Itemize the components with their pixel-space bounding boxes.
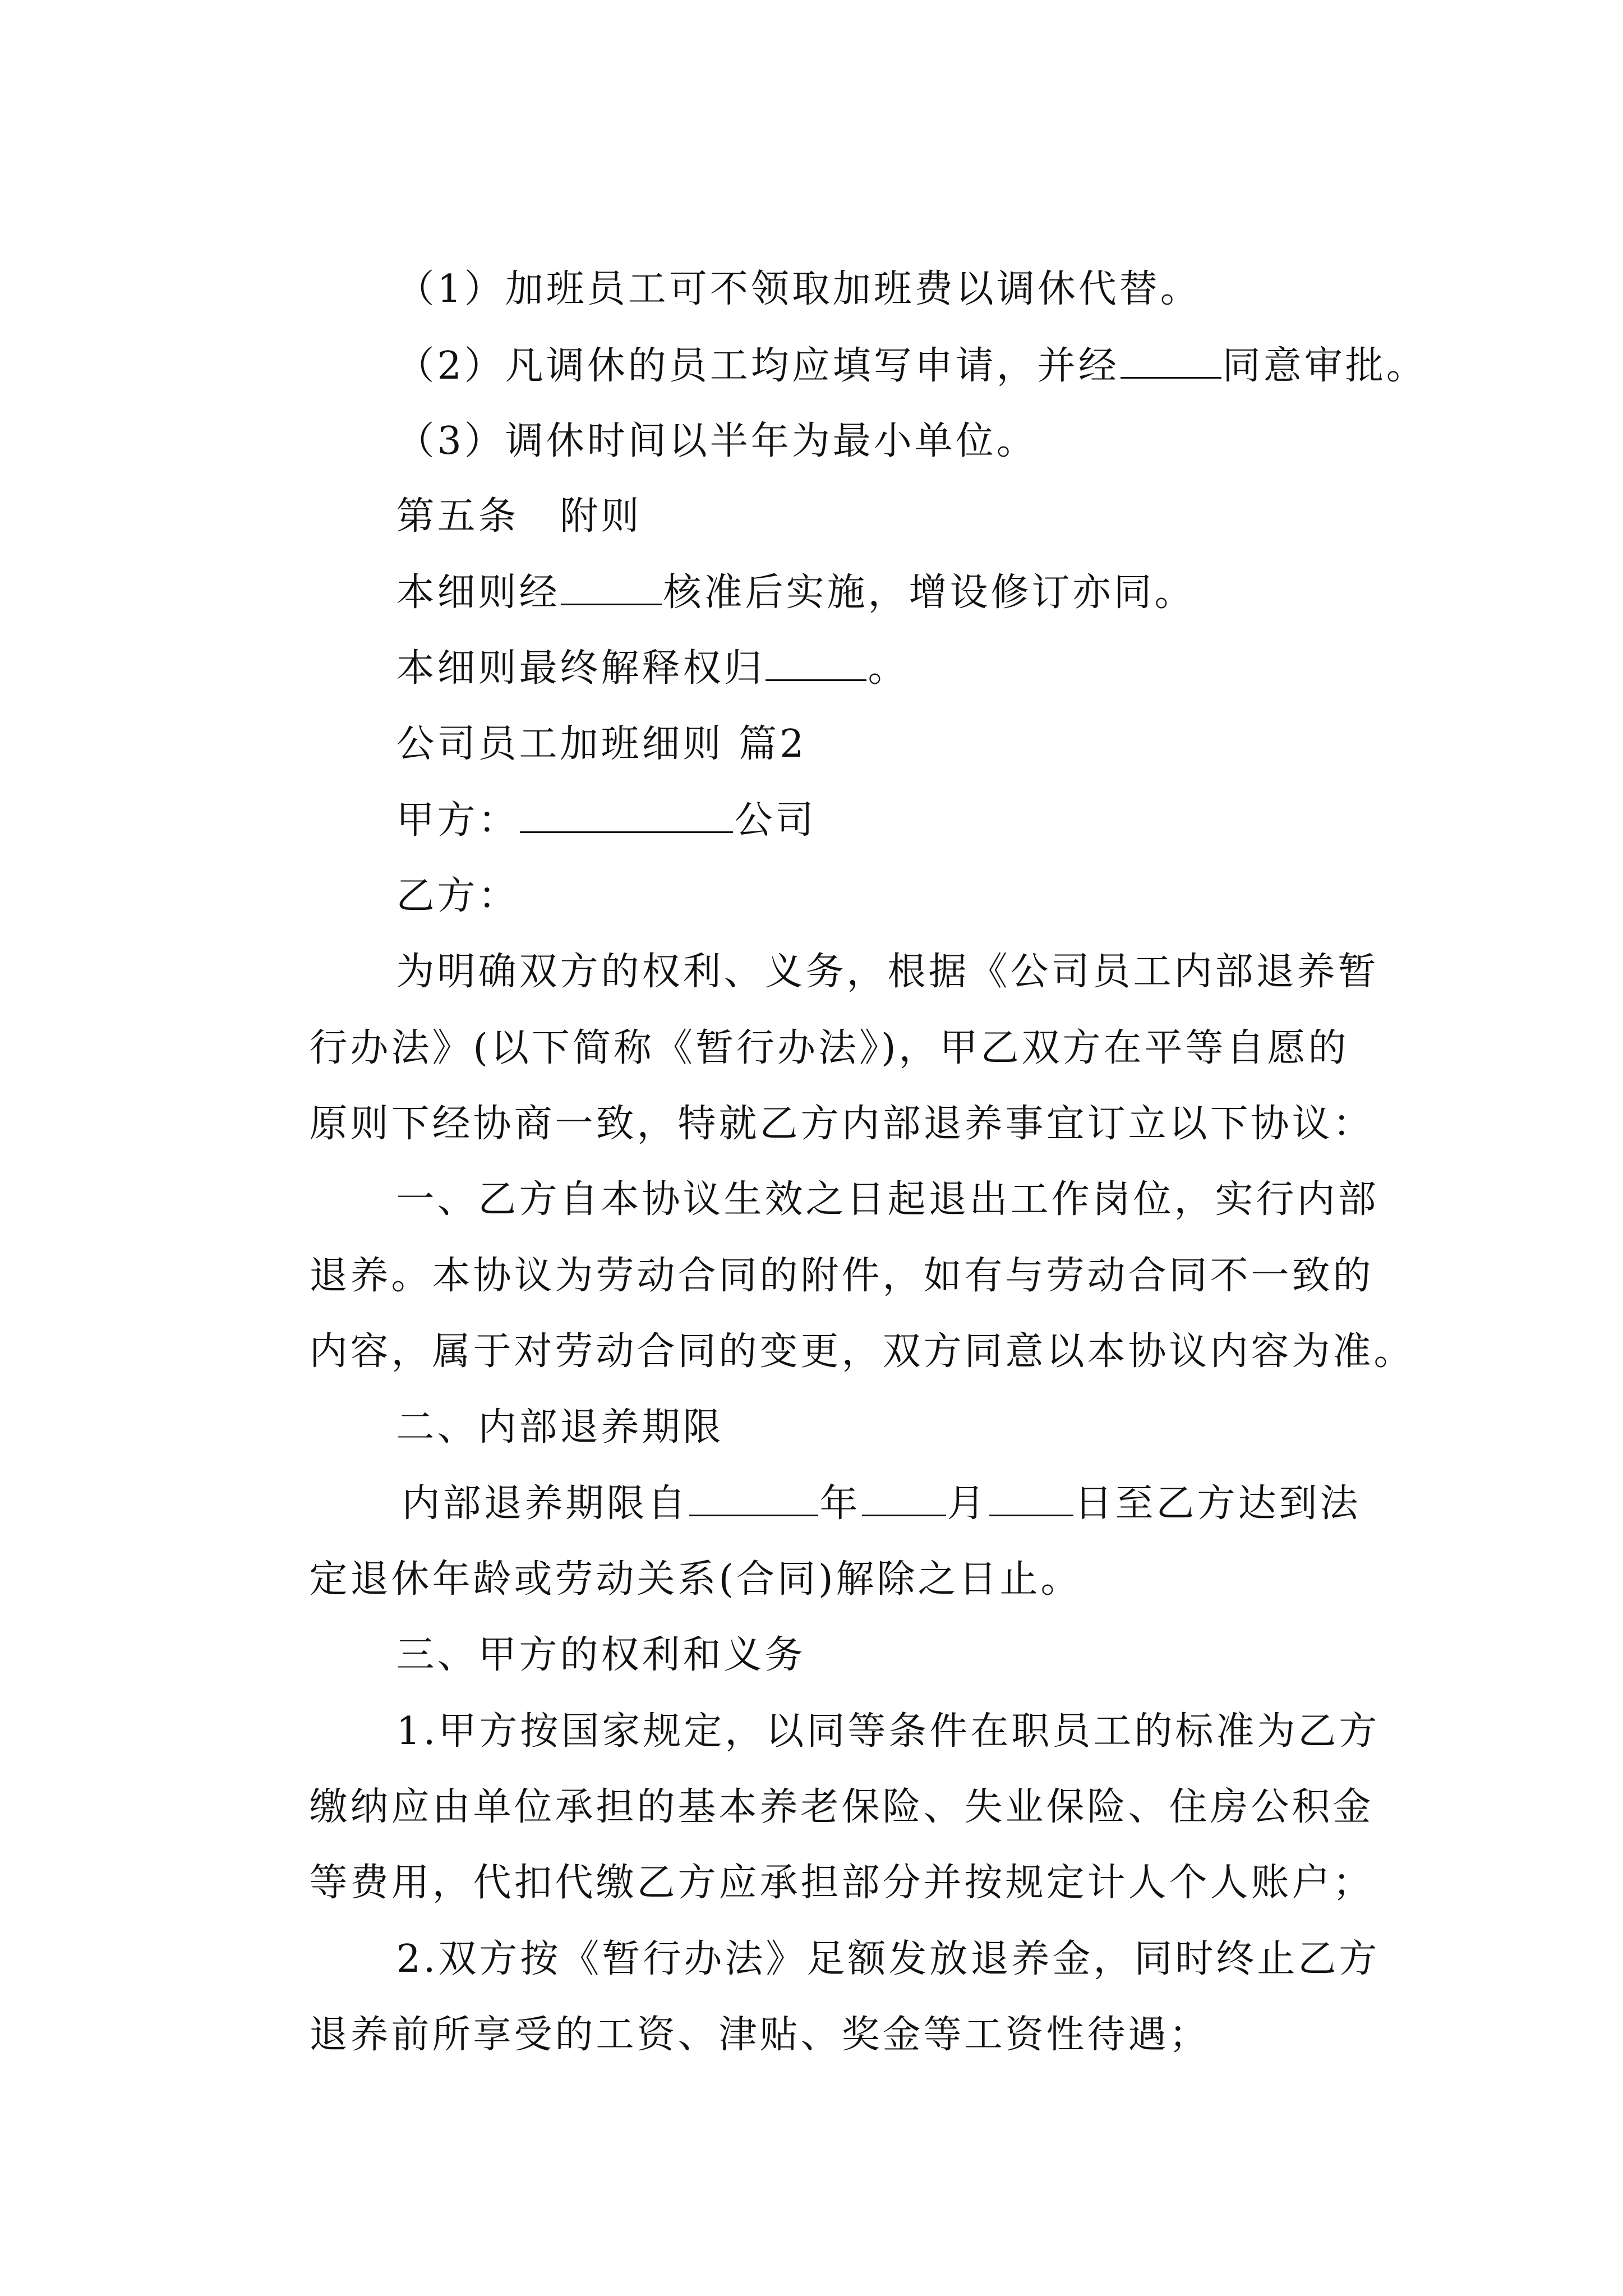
start-day-blank — [989, 1482, 1073, 1516]
overtime-item-2-text-b: 同意审批。 — [1222, 344, 1427, 388]
article-5-title: 第五条 附则 — [396, 494, 642, 539]
clause-3-2-line-2-text: 退养前所享受的工资、津贴、奖金等工资性待遇； — [309, 2013, 1210, 2057]
approver-blank — [1121, 344, 1221, 379]
interpretation-blank — [766, 647, 866, 681]
retirement-start-label: 内部退养期限自 — [402, 1481, 689, 1526]
clause-3-title: 三、甲方的权利和义务 — [396, 1633, 806, 1677]
clause-1-line-2-text: 退养。本协议为劳动合同的附件，如有与劳动合同不一致的 — [309, 1254, 1374, 1298]
overtime-item-1-text: （1）加班员工可不领取加班费以调休代替。 — [396, 267, 1201, 311]
party-a-label: 甲方： — [396, 798, 519, 843]
clause-3-2-line-1-text: 2.双方按《暂行办法》足额发放退养金，同时终止乙方 — [396, 1937, 1380, 1981]
party-a-suffix: 公司 — [734, 798, 817, 843]
start-month-blank — [862, 1482, 946, 1516]
rule-2-text-b: 。 — [868, 646, 909, 691]
section-2-title: 公司员工加班细则 篇2 — [396, 722, 807, 766]
rule-1-text-b: 核准后实施，增设修订亦同。 — [663, 570, 1196, 615]
party-b-label: 乙方： — [396, 874, 519, 918]
rule-1-text-a: 本细则经 — [396, 570, 560, 615]
rule-2-text-a: 本细则最终解释权归 — [396, 646, 765, 691]
intro-line-2-text: 行办法》(以下简称《暂行办法》)，甲乙双方在平等自愿的 — [309, 1026, 1349, 1070]
party-a-name-blank — [520, 799, 733, 833]
intro-line-1-text: 为明确双方的权利、义务，根据《公司员工内部退养暂 — [396, 950, 1379, 994]
start-year-blank — [689, 1482, 818, 1516]
clause-1-line-3-text: 内容，属于对劳动合同的变更，双方同意以本协议内容为准。 — [309, 1329, 1415, 1374]
clause-2-title: 二、内部退养期限 — [396, 1405, 724, 1450]
year-label: 年 — [819, 1481, 861, 1526]
clause-3-1-line-3-text: 等费用，代扣代缴乙方应承担部分并按规定计人个人账户； — [309, 1861, 1374, 1905]
clause-3-2-line-2 — [250, 1968, 1210, 2102]
clause-3-1-line-1-text: 1.甲方按国家规定，以同等条件在职员工的标准为乙方 — [396, 1709, 1380, 1754]
clause-1-line-1-text: 一、乙方自本协议生效之日起退出工作岗位，实行内部 — [396, 1177, 1379, 1222]
clause-3-1-line-2-text: 缴纳应由单位承担的基本养老保险、失业保险、住房公积金 — [309, 1785, 1374, 1829]
overtime-item-3-text: （3）调休时间以半年为最小单位。 — [396, 419, 1038, 463]
month-label: 月 — [947, 1481, 988, 1526]
overtime-item-2-text-a: （2）凡调休的员工均应填写申请，并经 — [396, 344, 1119, 388]
approval-body-blank — [561, 571, 662, 605]
day-label-and-text: 日至乙方达到法 — [1074, 1481, 1361, 1526]
clause-2-line-2-text: 定退休年龄或劳动关系(合同)解除之日止。 — [309, 1557, 1082, 1602]
intro-line-3-text: 原则下经协商一致，特就乙方内部退养事宜订立以下协议： — [309, 1102, 1374, 1146]
